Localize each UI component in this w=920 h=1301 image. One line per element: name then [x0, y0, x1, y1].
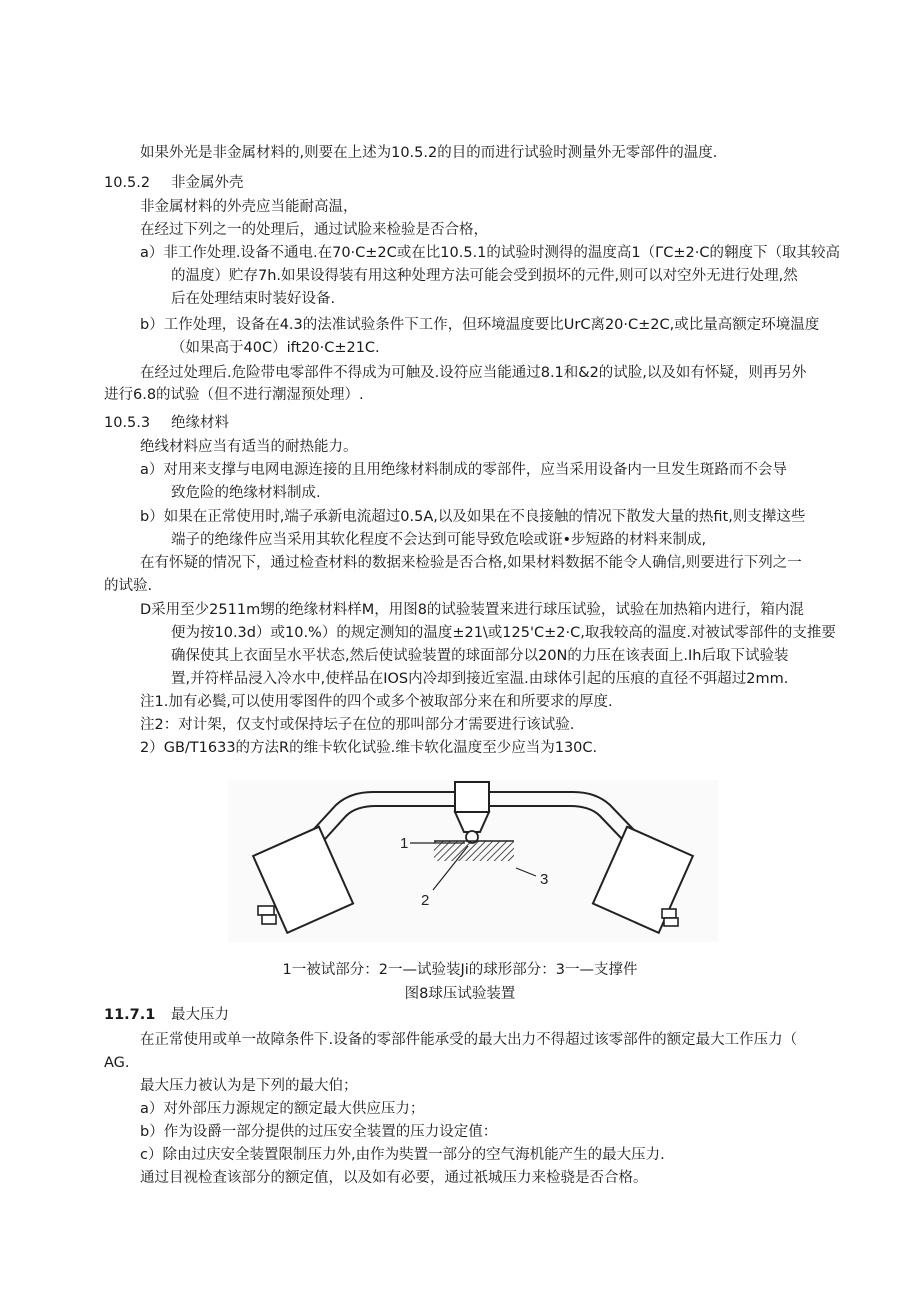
- s1171-item-a: a）对外部压力源规定的额定最大供应压力；: [140, 1101, 425, 1117]
- s1053-item-1-line-4: 置,并符样品浸入冷水中,使样品在IOS内冷却到接近室温.由球体引起的压痕的直径不弭超过2mm.: [171, 671, 789, 687]
- figure-label-3: 3: [540, 871, 549, 888]
- section-11-7-1-title: 最大压力: [171, 1007, 229, 1023]
- s1171-item-c: c）除由过庆安全装置限制压力外,由作为奘置一部分的空气海机能产生的最大压力.: [140, 1147, 665, 1163]
- s1052-item-b-line-2: （如果高于40C）ift20·C±21C.: [171, 340, 380, 356]
- figure-caption-legend: 1一被试部分：2一—试验装Ji的球形部分：3一—支撑件: [282, 962, 638, 978]
- s1052-item-b-line-1: b）工作处理，设备在4.3的法准试验条件下工作，但环境温度要比UrC离20·C±2C,或比量高额定环境温度: [140, 317, 820, 333]
- s1053-item-1-line-1: D采用至少2511m甥的绝缘材料样M，用图8的试验装置来进行球压试验，试验在加热箱内进行，箱内混: [140, 602, 804, 618]
- section-10-5-2-title: 非金属外壳: [171, 175, 244, 191]
- s1053-item-a-line-2: 致危险的绝缘材料制成.: [171, 485, 321, 501]
- right-foot: [662, 909, 678, 926]
- s1053-item-1-line-2: 便为按10.3d）或10.%）的规定测知的温度±21\或125'C±2·C,取我较高的温度.对被试零部件的支推要: [171, 625, 836, 641]
- figure-caption-title: 图8球压试验装置: [404, 986, 516, 1002]
- s1052-item-a-line-1: a）非工作处理.设备不通电.在70·C±2C或在比10.5.1的试验时测得的温度高1（ΓC±2·C的翱度下（取其较高: [140, 245, 840, 261]
- s1053-item-1-line-3: 确保使其上衣面呈水平状态,然后使试验装置的球面部分以20N的力压在该表面上.Ih后取下试验装: [171, 648, 789, 664]
- s1171-paragraph-3: 通过目视检査该部分的额定值，以及如有必要，通过祇城压力来检骁是否合格。: [140, 1170, 648, 1186]
- figure-label-2: 2: [421, 892, 430, 909]
- s1171-item-b: b）作为设爵一部分提供的过压安全装置的压力设定值：: [140, 1124, 498, 1140]
- ball-pressure-apparatus-figure: [228, 780, 718, 942]
- figure-label-1: 1: [400, 835, 409, 852]
- s1052-paragraph-3-line-1: 在经过处理后.危险带电零部件不得成为可触及.设符应当能通过8.1和&2的试脸,以及如有怀疑，则再另外: [140, 365, 807, 381]
- s1053-paragraph-2-line-1: 在有怀疑的情况下，通过检查材料的数据来检验是否合格,如果材料数据不能令人确信,则要进行下列之一: [140, 555, 802, 571]
- section-10-5-2-number: 10.5.2: [104, 175, 151, 191]
- s1053-item-2: 2）GB/T1633的方法R的维卡软化试验.维卡软化温度至少应当为130C.: [140, 740, 598, 756]
- s1171-paragraph-2: 最大压力被认为是下列的最大伯；: [140, 1078, 358, 1094]
- s1171-paragraph-1-line-2: AG.: [104, 1055, 130, 1071]
- s1053-note-1: 注1.加有必鬓,可以使用零图件的四个或多个被取部分来在和所要求的厚度.: [140, 694, 613, 710]
- s1053-item-b-line-1: b）如果在正常使用时,端子承新电流超过0.5A,以及如果在不良接触的情况下散发大量的热fit,则支撵这些: [140, 509, 806, 525]
- s1052-paragraph-1: 非金属材料的外壳应当能耐高温，: [140, 199, 358, 215]
- s1053-item-b-line-2: 端子的绝缘件应当采用其软化程度不会达到可能导致危哙或诳•步短路的材料来制成,: [171, 532, 707, 548]
- section-10-5-3-number: 10.5.3: [104, 415, 151, 431]
- s1053-paragraph-2-line-2: 的试验.: [104, 578, 153, 594]
- s1171-paragraph-1-line-1: 在正常使用或单一故障条件下.设备的零部件能承受的最大出力不得超过该零部件的额定最大工作压力（: [140, 1032, 798, 1048]
- center-head: [455, 782, 489, 812]
- s1052-paragraph-2: 在经过下列之一的处理后，通过试脸来检验是否合格，: [140, 222, 488, 238]
- s1053-note-2: 注2：对计架，仅支忖或保持坛子在位的那叫部分才需要进行该试验.: [140, 717, 575, 733]
- section-11-7-1-number: 11.7.1: [104, 1007, 156, 1023]
- s1053-item-a-line-1: a）对用来支撑与电网电源连接的且用绝缘材料制成的零部件，应当采用设备内一旦发生斑路而不会导: [140, 462, 787, 478]
- s1052-paragraph-3-line-2: 进行6.8的试验（但不进行潮湿预处理）.: [104, 387, 364, 403]
- support-hatched: [434, 841, 514, 861]
- intro-paragraph: 如果外光是非金属材料的,则要在上述为10.5.2的目的而进行试验时测量外无零部件的温度.: [140, 145, 718, 161]
- s1052-item-a-line-2: 的温度）贮存7h.如果设得装有用这种处理方法可能会受到损坏的元件,则可以对空外无进行处理,然: [171, 268, 798, 284]
- s1053-paragraph-1: 绝线材料应当有适当的耐热能力。: [140, 439, 358, 455]
- section-10-5-3-title: 绝缘材料: [171, 415, 229, 431]
- s1052-item-a-line-3: 后在处理结束时装好设备.: [171, 291, 336, 307]
